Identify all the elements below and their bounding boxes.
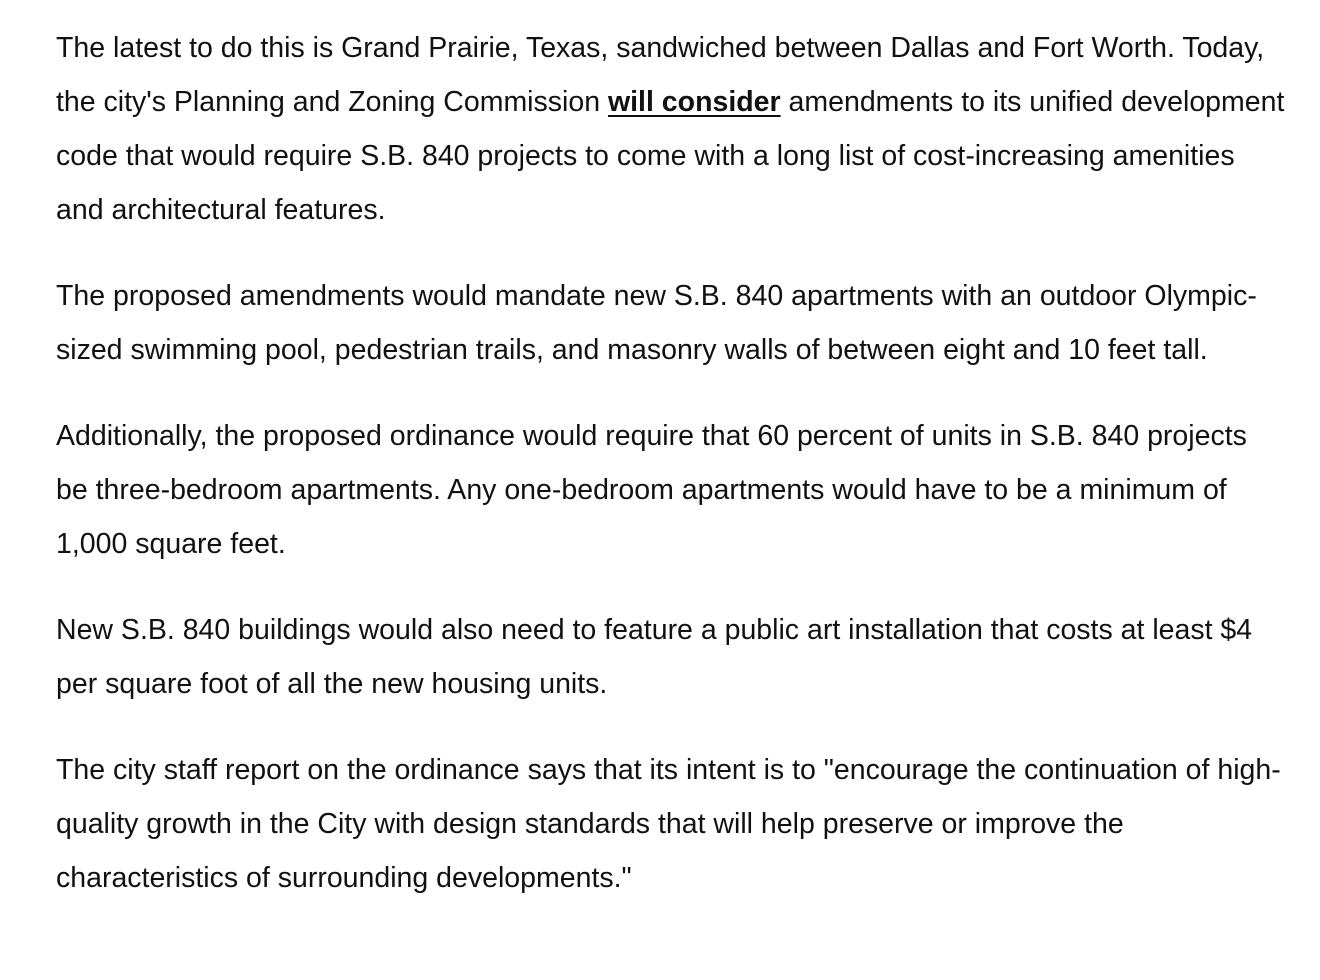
will-consider-link[interactable]: will consider [607,86,781,118]
paragraph-amenities: The proposed amendments would mandate new S.B. 840 apartments with an outdoor Olympic-sized swimming pool, pedestrian trails, and masonry walls of between eight and 10 feet tall. [56,280,1257,366]
paragraph-text: The latest to do this is Grand Prairie, Texas, sandwiched between Dallas and Fort Worth. Today, the city's Planning and Zoning Commission [56,32,1265,118]
paragraph-grand-prairie [56,21,1286,237]
paragraph-unit-mix: Additionally, the proposed ordinance would require that 60 percent of units in S.B. 840 projects be three-bedroom apartments. Any one-bedroom apartments would have to be a minimum of 1,000 square feet. [56,420,1247,560]
paragraph-public-art: New S.B. 840 buildings would also need to feature a public art installation that costs at least $4 per square foot of all the new housing units. [56,614,1253,700]
article-body [56,21,1286,905]
paragraph-staff-report: The city staff report on the ordinance says that its intent is to "encourage the continuation of high-quality growth in the City with design standards that will help preserve or improve the characteristics of surrounding developments." [56,754,1281,894]
paragraph-text: amendments to its unified development code that would require S.B. 840 projects to come with a long list of cost-increasing amenities and architectural features. [56,86,1285,226]
